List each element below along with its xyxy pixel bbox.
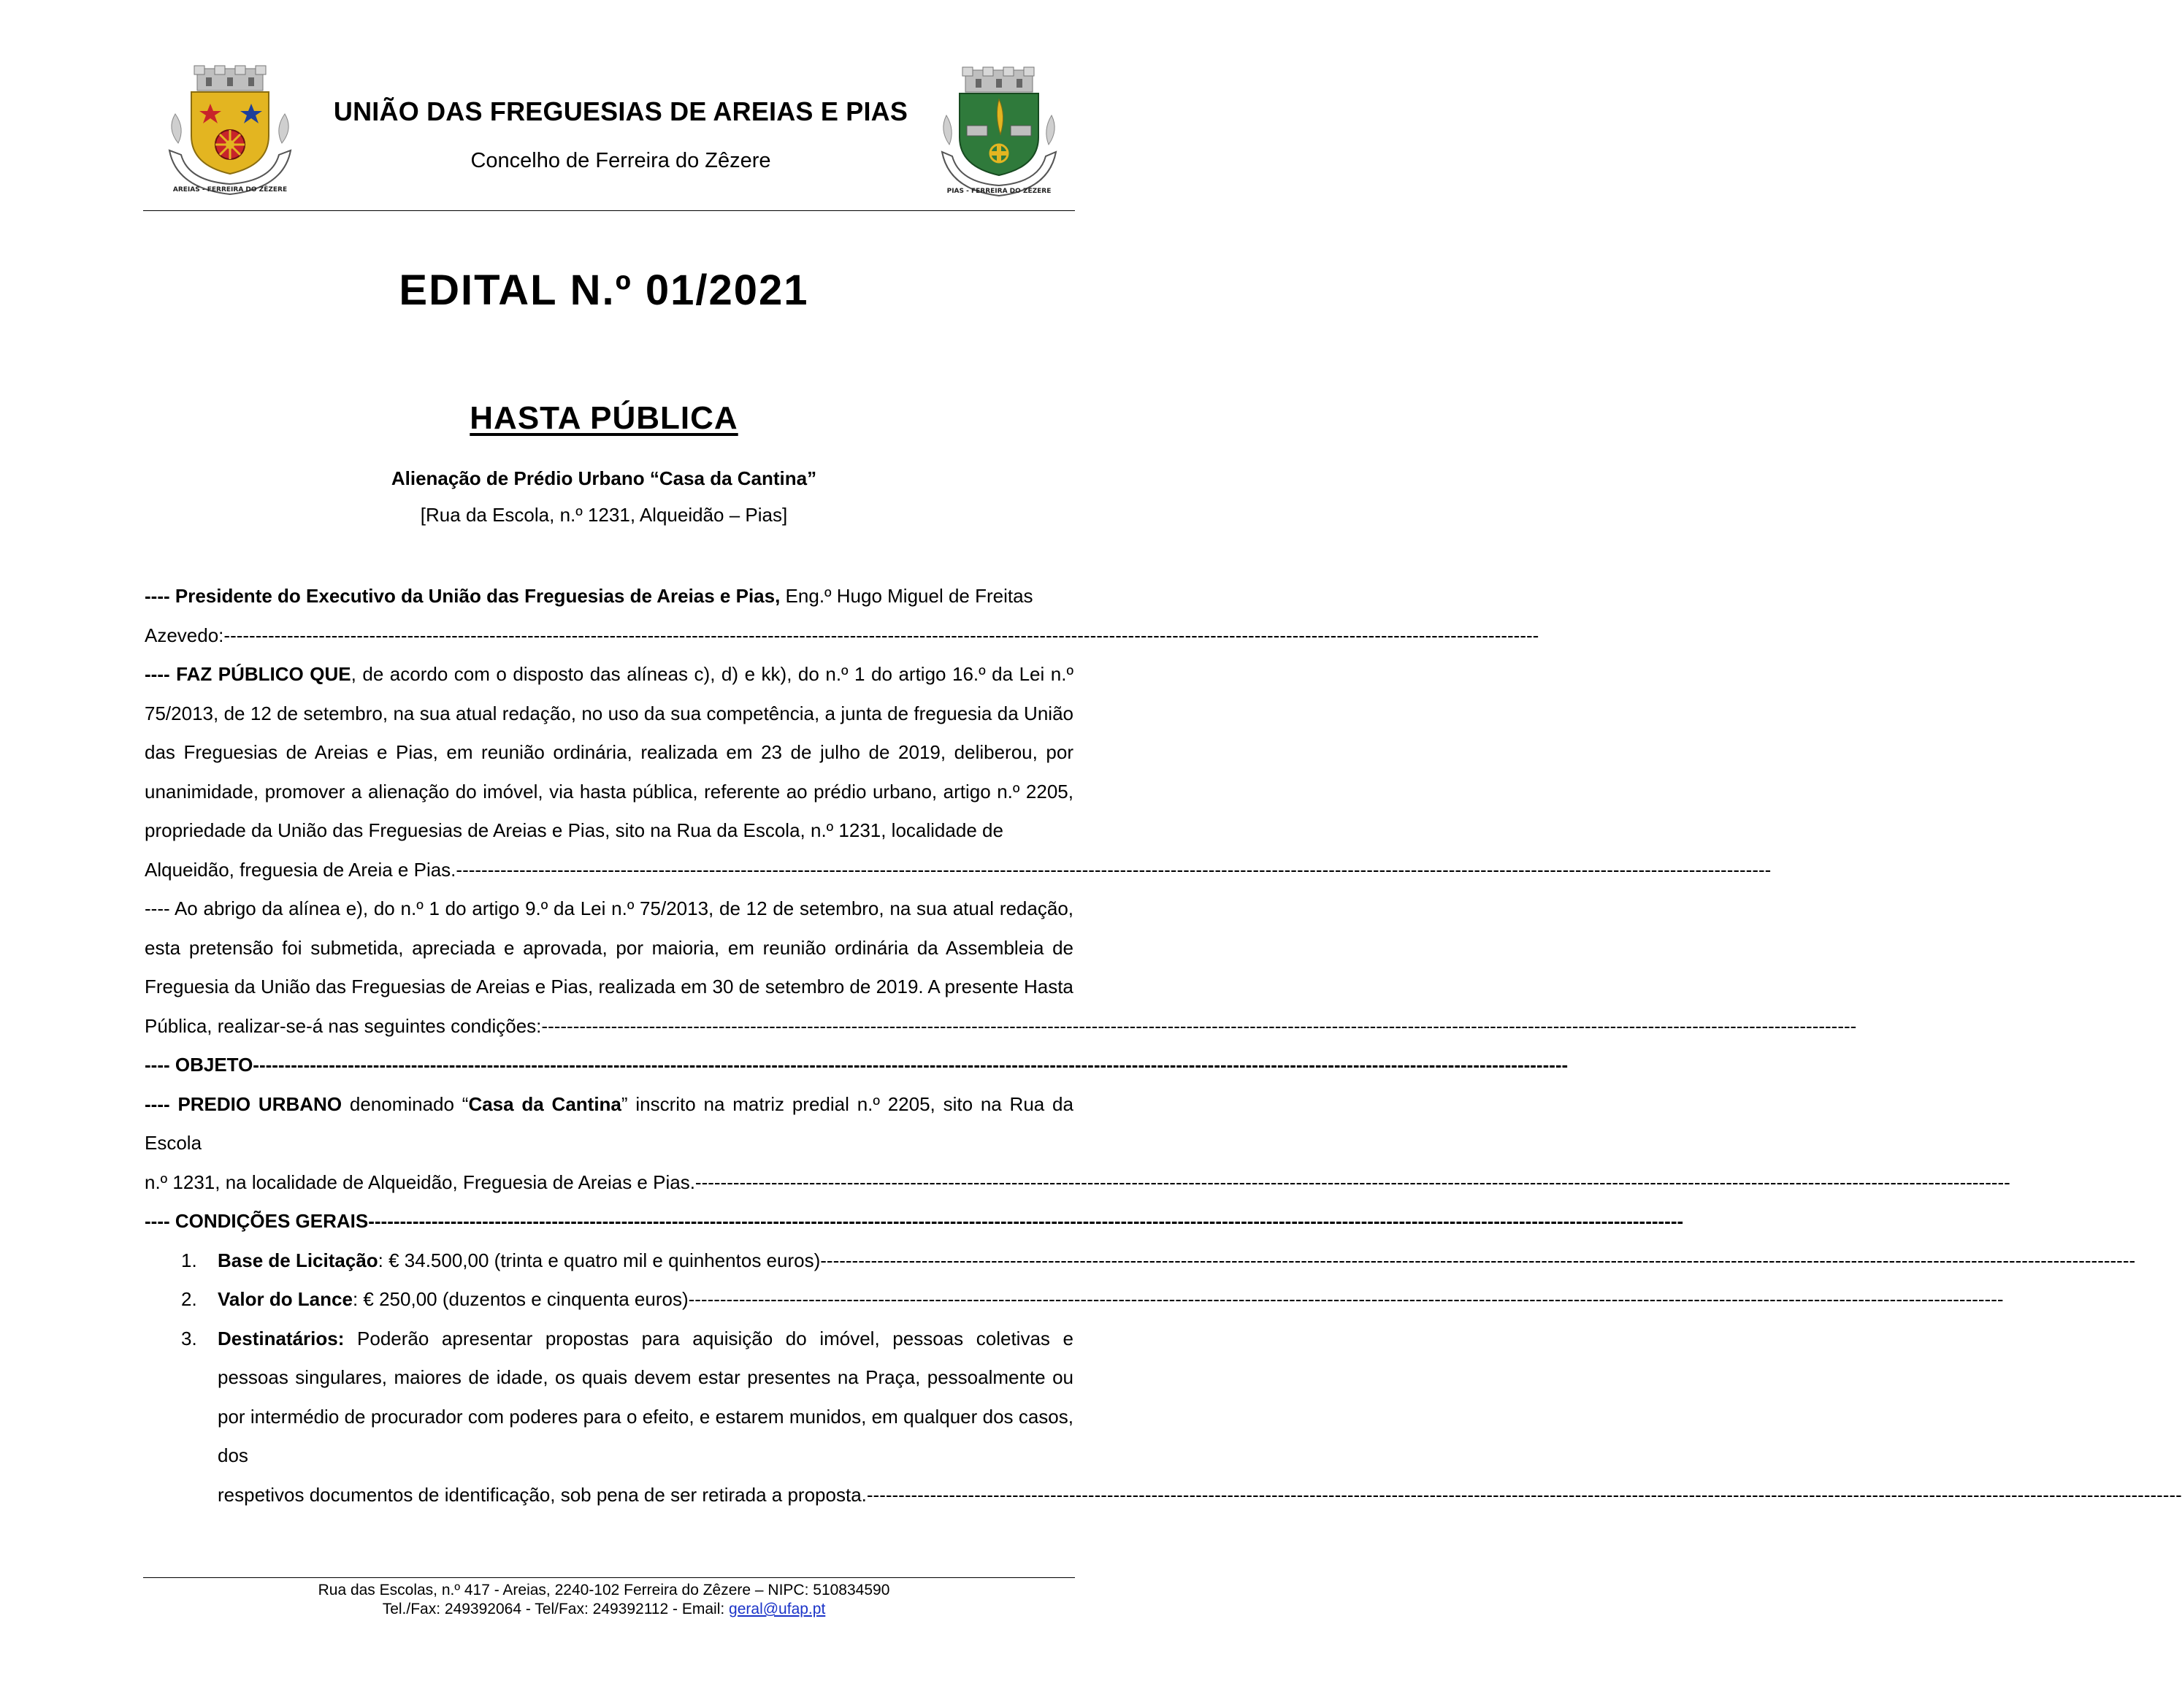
president-label: ---- Presidente do Executivo da União das Freguesias de Areias e Pias, [145, 585, 781, 607]
footer-divider [143, 1577, 1075, 1578]
list-number: 1. [181, 1249, 197, 1271]
paragraph-abrigo [145, 889, 1073, 1007]
footer-contacts [0, 1601, 1208, 1618]
document-body [145, 577, 2182, 1514]
section-objeto [145, 1046, 1569, 1085]
president-name: Eng.º Hugo Miguel de Freitas [780, 585, 1033, 607]
dash-fill: ---------------------------------------------------------------------------------------------------------------------------------------------------------------------------------------------------------------- [253, 1054, 1569, 1076]
document-subtitle: Alienação de Prédio Urbano “Casa da Cantina” [391, 467, 817, 489]
right-logo-ribbon-text: PIAS - FERREIRA DO ZÊZERE [946, 188, 1052, 195]
edital-number: EDITAL N.º 01/2021 [399, 267, 809, 314]
header-subtitle: Concelho de Ferreira do Zêzere [470, 149, 771, 172]
dash-fill: ---------------------------------------------------------------------------------------------------------------------------------------------------------------------------------------------------------------- [456, 858, 1772, 881]
header-divider [143, 210, 1075, 211]
footer-address: Rua das Escolas, n.º 417 - Areias, 2240-102 Ferreira do Zêzere – NIPC: 510834590 [318, 1582, 890, 1598]
predio-label: ---- PREDIO URBANO [145, 1092, 342, 1115]
paragraph-faz-publico-end [145, 851, 1772, 890]
header-title: UNIÃO DAS FREGUESIAS DE AREIAS E PIAS [333, 96, 908, 126]
paragraph-faz-publico [145, 655, 1073, 851]
dash-fill: ---------------------------------------------------------------------------------------------------------------------------------------------------------------------------------------------------------------- [368, 1210, 1684, 1232]
paragraph-predio [145, 1085, 1073, 1163]
faz-publico-end: Alqueidão, freguesia de Areia e Pias. [145, 858, 456, 881]
predio-end: n.º 1231, na localidade de Alqueidão, Freguesia de Areias e Pias. [145, 1171, 695, 1193]
item-text: : € 34.500,00 (trinta e quatro mil e quinhentos euros) [378, 1249, 821, 1271]
item-text: : € 250,00 (duzentos e cinquenta euros) [352, 1288, 689, 1310]
left-logo-ribbon-text: AREIAS - FERREIRA DO ZÊZERE [172, 186, 288, 194]
predio-text-2: ” inscrito na matriz predial n.º 2205, sito na Rua da Escola [145, 1092, 1073, 1154]
paragraph-predio-end [145, 1163, 2010, 1203]
item-label: Destinatários: [218, 1327, 345, 1349]
paragraph-abrigo-end [145, 1007, 1857, 1046]
document-title: HASTA PÚBLICA [470, 400, 738, 436]
list-item [145, 1320, 2182, 1515]
list-number: 2. [181, 1288, 197, 1310]
predio-name: Casa da Cantina [468, 1092, 621, 1115]
footer-phones: Tel./Fax: 249392064 - Tel/Fax: 249392112 - Email: [382, 1601, 730, 1617]
list-item [145, 1241, 2136, 1281]
list-item [145, 1280, 2004, 1320]
faz-publico-text: , de acordo com o disposto das alíneas c), d) e kk), do n.º 1 do artigo 16.º da Lei n.º 75/2013, de 12 de setembro, na sua atual redação, no uso da sua competência, a junta de freguesia da União das Freguesias de Areias e Pias, em reunião ordinária, realizada em 23 de julho de 2019, deliberou, por unanimidade, promover a alienação do imóvel, via hasta pública, referente ao prédio urbano, artigo n.º 2205, propriedade da União das Freguesias de Areias e Pias, sito na Rua da Escola, n.º 1231, localidade de [145, 663, 1073, 841]
footer-email-link[interactable]: geral@ufap.pt [729, 1601, 826, 1617]
dash-fill: ---------------------------------------------------------------------------------------------------------------------------------------------------------------------------------------------------------------- [820, 1249, 2136, 1271]
paragraph-president [145, 577, 1073, 616]
property-address: [Rua da Escola, n.º 1231, Alqueidão – Pias] [420, 504, 788, 526]
paragraph-president-end [145, 616, 1539, 656]
item-text: Poderão apresentar propostas para aquisição do imóvel, pessoas coletivas e pessoas singulares, maiores de idade, os quais devem estar presentes na Praça, pessoalmente ou por intermédio de procurador com poderes para o efeito, e estarem munidos, em qualquer dos casos, dos [218, 1327, 1073, 1466]
dash-fill: ---------------------------------------------------------------------------------------------------------------------------------------------------------------------------------------------------------------- [223, 624, 1539, 646]
item-label: Valor do Lance [218, 1288, 353, 1310]
conditions-list [145, 1241, 2182, 1515]
abrigo-text: ---- Ao abrigo da alínea e), do n.º 1 do artigo 9.º da Lei n.º 75/2013, de 12 de setembro, na sua atual redação, esta pretensão foi submetida, apreciada e aprovada, por maioria, em reunião ordinária da Assembleia de Freguesia da União das Freguesias de Areias e Pias, realizada em 30 de setembro de 2019. A presente Hasta [145, 897, 1073, 997]
list-number: 3. [181, 1327, 197, 1349]
areias-coat-of-arms-logo [162, 63, 298, 199]
dash-fill: ---------------------------------------------------------------------------------------------------------------------------------------------------------------------------------------------------------------- [688, 1288, 2004, 1310]
condicoes-heading: ---- CONDIÇÕES GERAIS [145, 1210, 369, 1232]
president-name-end: Azevedo: [145, 624, 224, 646]
pias-coat-of-arms-logo [939, 64, 1059, 199]
section-condicoes-gerais [145, 1202, 1684, 1241]
item-text-end: respetivos documentos de identificação, sob pena de ser retirada a proposta. [218, 1483, 867, 1506]
item-label: Base de Licitação [218, 1249, 378, 1271]
dash-fill: ---------------------------------------------------------------------------------------------------------------------------------------------------------------------------------------------------------------- [694, 1171, 2010, 1193]
abrigo-end: Pública, realizar-se-á nas seguintes condições: [145, 1014, 542, 1037]
faz-publico-label: ---- FAZ PÚBLICO QUE [145, 663, 351, 685]
predio-text-1: denominado “ [342, 1092, 469, 1115]
objeto-heading: ---- OBJETO [145, 1054, 253, 1076]
dash-fill: ---------------------------------------------------------------------------------------------------------------------------------------------------------------------------------------------------------------- [541, 1014, 1857, 1037]
dash-fill: ---------------------------------------------------------------------------------------------------------------------------------------------------------------------------------------------------------------- [866, 1483, 2182, 1506]
